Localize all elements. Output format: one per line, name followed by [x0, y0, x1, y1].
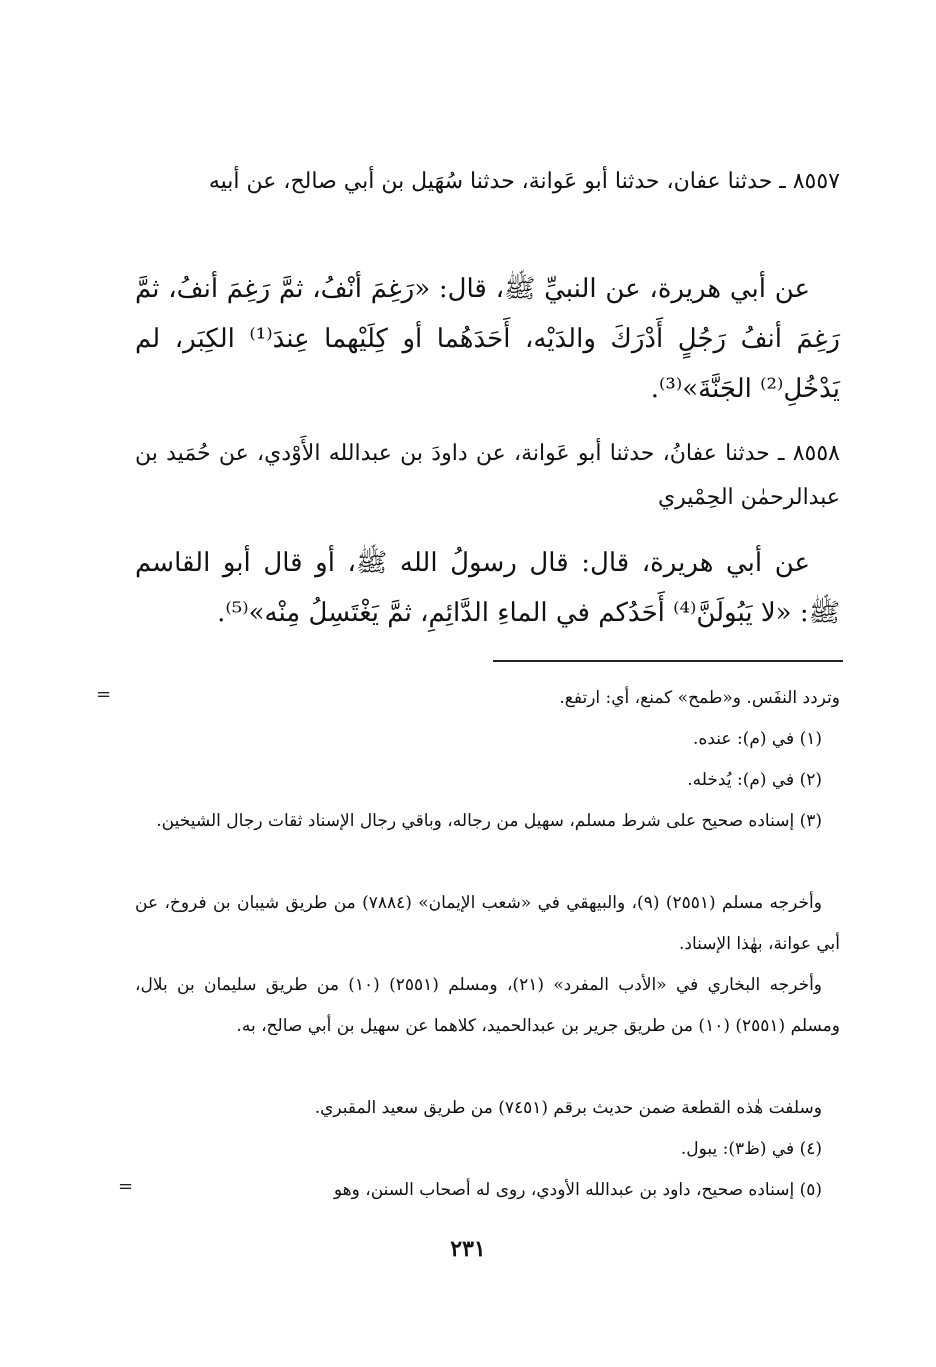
hadith-8557-isnad: ٨٥٥٧ ـ حدثنا عفان، حدثنا أبو عَوانة، حدثنا سُهَيل بن أبي صالح، عن أبيه: [208, 169, 840, 194]
footnote-1: (١) في (م): عنده.: [693, 729, 822, 749]
continued-from-mark: =: [96, 684, 112, 705]
footnote-2: (٢) في (م): يُدخله.: [687, 770, 822, 790]
footnote-3-part-4: وسلفت هٰذه القطعة ضمن حديث برقم (٧٤٥١) من طريق سعيد المقبري.: [314, 1098, 822, 1118]
footnote-3-part-1: (٣) إسناده صحيح على شرط مسلم، سهيل من رجاله، وباقي رجال الإسناد ثقات رجال الشيخين.: [156, 811, 822, 831]
hadith-8558-matn: عن أبي هريرة، قال: قال رسولُ الله ﷺ، أو قال أبو القاسم ﷺ: «لا يَبُولَنَّ⁽⁴⁾ أَحَدُكم في الماءِ الدَّائِمِ، ثمَّ يَغْتَسِلُ مِنْه»⁽⁵⁾.: [135, 548, 840, 628]
continues-to-mark: =: [118, 1176, 134, 1197]
footnote-5: (٥) إسناده صحيح، داود بن عبدالله الأودي، روى له أصحاب السنن، وهو: [333, 1180, 822, 1200]
hadith-8557-matn: عن أبي هريرة، عن النبيِّ ﷺ، قال: «رَغِمَ أنْفُ، ثمَّ رَغِمَ أنفُ، ثمَّ رَغِمَ أنفُ رَجُلٍ أَدْرَكَ والدَيْه، أَحَدَهُما أو كِلَيْهما عِندَ⁽¹⁾ الكِبَر، لم يَدْخُلِ⁽²⁾ الجَنَّةَ»⁽³⁾.: [135, 274, 840, 404]
footnote-divider: [493, 660, 843, 662]
footnote-3-part-2: وأخرجه مسلم (٢٥٥١) (٩)، والبيهقي في «شعب الإيمان» (٧٨٨٤) من طريق شيبان بن فروخ، عن أبي عوانة، بهٰذا الإسناد.: [135, 893, 840, 954]
page-number: ٢٣١: [450, 1236, 486, 1262]
hadith-8558-isnad: ٨٥٥٨ ـ حدثنا عفانُ، حدثنا أبو عَوانة، عن داودَ بن عبدالله الأَوْدي، عن حُمَيد بن عبدالرحمٰن الحِمْيري: [135, 441, 840, 510]
footnote-4: (٤) في (ظ٣): يبول.: [680, 1139, 822, 1159]
footnote-3-part-3: وأخرجه البخاري في «الأدب المفرد» (٢١)، ومسلم (٢٥٥١) (١٠) من طريق سليمان بن بلال، ومسلم (٢٥٥١) (١٠) من طريق جرير بن عبدالحميد، كلاهما عن سهيل بن أبي صالح، به.: [135, 975, 840, 1036]
footnote-continued: وتردد النفَس. و«طمح» كمنع، أي: ارتفع.: [559, 688, 840, 708]
